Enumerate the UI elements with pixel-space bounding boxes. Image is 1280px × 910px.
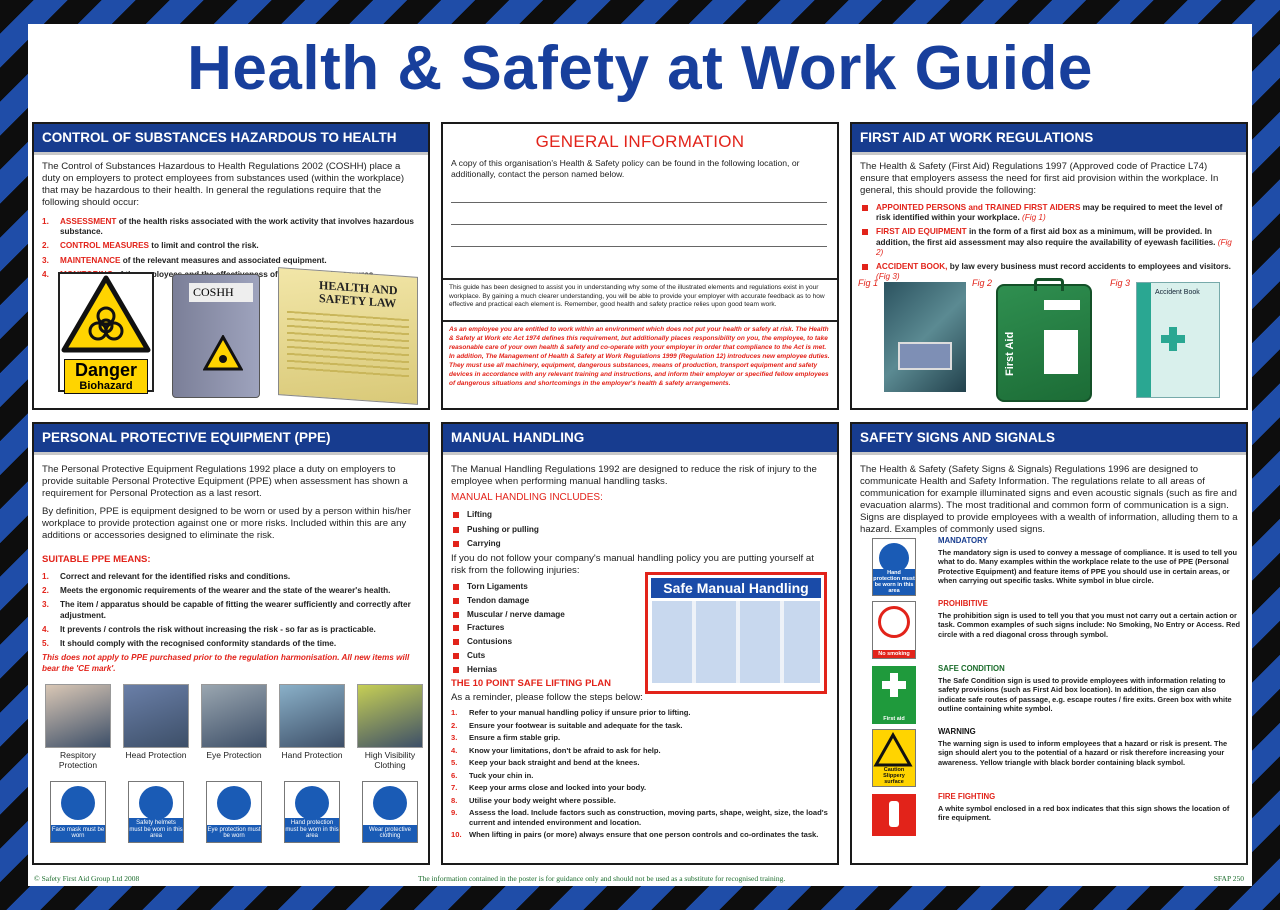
first-aid-item-fig: (Fig 2) — [876, 237, 1232, 257]
accident-book-label: Accident Book — [1155, 289, 1200, 296]
general-info-panel — [441, 122, 839, 410]
manual-includes-heading: MANUAL HANDLING INCLUDES: — [451, 491, 603, 503]
manual-includes-item: Pushing or pulling — [451, 525, 829, 535]
lifting-plan-reminder: As a reminder, please follow the steps below: — [451, 692, 643, 704]
lifting-step: Ensure your footwear is suitable and adequate for the task. — [469, 720, 683, 730]
mandatory-sign-label: Wear protective clothing — [363, 825, 417, 842]
policy-location-line-2[interactable] — [451, 223, 827, 225]
safety-sign-title: MANDATORY — [938, 536, 988, 545]
first-aid-intro: The Health & Safety (First Aid) Regulations 1997 (Approved code of Practice L74) ensure that employers assess the need for first aid provision within the workplace. In general, this should provide the following: — [860, 161, 1219, 196]
coshh-intro: The Control of Substances Hazardous to Health Regulations 2002 (COSHH) place a duty on employers to protect employees from substances used (within the workplace) that may be hazardous to their health. In general the regulations require that the following should occur: — [42, 161, 405, 208]
lifting-step: Keep your back straight and bend at the knees. — [469, 758, 640, 768]
injury-item: Fractures — [451, 623, 631, 633]
lifting-step: Tuck your chin in. — [469, 770, 534, 780]
ppe-photo — [357, 684, 423, 748]
ppe-item — [200, 684, 268, 843]
lifting-step: Ensure a firm stable grip. — [469, 733, 561, 743]
ppe-note: This does not apply to PPE purchased prior to the regulation harmonisation. All new items will bear the 'CE mark'. — [42, 653, 410, 673]
safety-sign-yellow-icon — [872, 729, 916, 787]
safety-sign-text: The mandatory sign is used to convey a message of compliance. It is used to tell you what to do. Many examples within the workplace relate to the use of PPE (Personal Protective Equipment) and feature items of PPE you should use in certain areas, or when carrying out specific tasks. White symbol in blue circle. — [938, 548, 1237, 586]
safety-sign-row — [872, 536, 1242, 598]
mandatory-sign — [284, 781, 340, 843]
coshh-item-key: MAINTENANCE — [60, 255, 121, 265]
manual-mid-text: If you do not follow your company's manual handling policy you are putting yourself at risk from the following injuries: — [451, 553, 814, 577]
ppe-list-item: The item / apparatus should be capable of fitting the wearer sufficiently and correctly after adjustment. — [60, 600, 411, 620]
footer-code: SFAP 250 — [1213, 874, 1244, 883]
safety-sign-text: The prohibition sign is used to tell you that you must not carry out a certain action or task. Common examples of such signs include: No Smoking, No Entry or Access. Red circle with a red diagonal cross through symbol. — [938, 611, 1240, 639]
ppe-item — [122, 684, 190, 843]
coshh-item-key: CONTROL MEASURES — [60, 241, 150, 251]
coshh-list-item — [42, 217, 420, 238]
first-aid-heading: FIRST AID AT WORK REGULATIONS — [852, 124, 1246, 155]
safety-sign-row — [872, 792, 1242, 838]
general-info-intro: A copy of this organisation's Health & Safety policy can be found in the following location, or additionally, contact the person named below. — [451, 158, 800, 179]
poster-sheet — [28, 24, 1252, 886]
lifting-step: Know your limitations, don't be afraid to ask for help. — [469, 745, 661, 755]
coshh-binder-label: COSHH — [189, 283, 253, 302]
mandatory-circle-icon — [295, 786, 329, 820]
safety-sign-green-icon — [872, 666, 916, 724]
danger-label: Danger — [74, 360, 137, 380]
safety-sign-text: A white symbol enclosed in a red box indicates that this sign shows the location of fire equipment. — [938, 804, 1230, 823]
mandatory-circle-icon — [217, 786, 251, 820]
coshh-item-key: ASSESSMENT — [60, 216, 117, 226]
lifting-step: Refer to your manual handling policy if unsure prior to lifting. — [469, 708, 691, 718]
injuries-list — [451, 582, 631, 675]
manual-includes-list — [451, 510, 829, 549]
policy-location-line-1[interactable] — [451, 201, 827, 203]
first-aider-photo — [884, 282, 966, 392]
mandatory-sign — [206, 781, 262, 843]
coshh-list — [42, 217, 420, 280]
law-poster-label: HEALTH AND SAFETY LAW — [319, 277, 398, 311]
mandatory-sign-label: Eye protection must be worn — [207, 825, 261, 842]
safety-sign-label: Caution Slippery surface — [883, 766, 905, 785]
coshh-item-text: of the health risks associated with the work activity that involves hazardous substance. — [60, 216, 414, 237]
injury-item: Torn Ligaments — [451, 582, 631, 592]
first-aid-list-item — [860, 203, 1238, 224]
ppe-photo — [45, 684, 111, 748]
safety-sign-label: No smoking — [873, 650, 915, 658]
hazard-triangle-icon — [203, 335, 243, 371]
safety-sign-fire-icon — [872, 794, 916, 836]
manual-handling-heading: MANUAL HANDLING — [443, 424, 837, 455]
safety-signs-intro: The Health & Safety (Safety Signs & Signals) Regulations 1996 are designed to communicate Health and Safety Information. The regulations relate to all areas of communication for example illuminated signs and even acoustic signals (such as fire and evacuation alarms). The most traditional and common form of communication is a sign. Signs are displayed to provide employees with a wealth of information, alluding them to a hazard. Examples of commonly used signs. — [860, 464, 1238, 535]
safety-sign-label: Hand protection must be worn in this area — [873, 569, 915, 594]
lifting-step: Keep your arms close and locked into your body. — [469, 783, 647, 793]
mandatory-sign — [362, 781, 418, 843]
employee-duty-text: As an employee you are entitled to work within an environment which does not put your health or safety at risk. The Health & Safety at Work etc Act 1974 defines this requirement, but additionally places responsibility on you, the employee, to take reasonable care of your own health & safety and co-operate with your employer in order that compliance to the Act is met. In addition, The Management of Health & Safety at Work Regulations 1999 (Regulation 12) introduces new employee duties. They must use all machinery, equipment, dangerous substances, means of production, transport equipment and safety devices in accordance with any relevant training and instructions, and inform their employer or specified fellow employees of dangerous situations and shortcomings in the employer's health & safety arrangements. — [449, 326, 830, 387]
page-title: Health & Safety at Work Guide — [187, 34, 1093, 103]
safety-sign-title: WARNING — [938, 727, 976, 736]
ppe-caption: Hand Protection — [281, 750, 343, 760]
lifting-step: Utilise your body weight where possible. — [469, 795, 616, 805]
first-aid-item-key: ACCIDENT BOOK, — [876, 262, 948, 272]
safety-sign-red-icon — [872, 601, 916, 659]
mandatory-sign-label: Face mask must be worn — [51, 825, 105, 842]
safety-sign-row — [872, 599, 1242, 663]
manual-intro: The Manual Handling Regulations 1992 are designed to reduce the risk of injury to the employee when performing manual handling tasks. — [451, 464, 817, 487]
ppe-caption: Respitory Protection — [58, 750, 98, 770]
mandatory-sign — [50, 781, 106, 843]
health-safety-law-poster-image — [278, 267, 418, 405]
injury-item: Hernias — [451, 665, 631, 675]
safety-sign-text: The warning sign is used to inform employees that a hazard or risk is present. The sign should alert you to the potential of a hazard or risk therefore increasing your awareness. Yellow triangle with black border containing black symbol. — [938, 739, 1228, 767]
ppe-photo — [279, 684, 345, 748]
safety-signs-heading: SAFETY SIGNS AND SIGNALS — [852, 424, 1246, 455]
ppe-paragraph-2: By definition, PPE is equipment designed to be worn or used by a person within his/her workplace to provide protection against one or more risks. Included within this are any additions or accessories designed to eliminate the risk. — [42, 505, 412, 541]
first-aid-item-fig: (Fig 3) — [876, 272, 900, 282]
ppe-list-item: It prevents / controls the risk without increasing the risk - so far as is practicable. — [60, 624, 376, 634]
coshh-panel — [32, 122, 430, 410]
mandatory-circle-icon — [139, 786, 173, 820]
injury-item: Contusions — [451, 637, 631, 647]
fig2-label: Fig 2 — [972, 278, 993, 288]
first-aid-item-key: FIRST AID EQUIPMENT — [876, 227, 967, 237]
coshh-heading: CONTROL OF SUBSTANCES HAZARDOUS TO HEALTH — [34, 124, 428, 155]
ppe-subheading: SUITABLE PPE MEANS: — [42, 553, 151, 565]
ppe-item — [278, 684, 346, 843]
ppe-item — [44, 684, 112, 843]
mandatory-circle-icon — [373, 786, 407, 820]
safety-signs-panel — [850, 422, 1248, 865]
first-aid-panel — [850, 122, 1248, 410]
ppe-list — [42, 572, 420, 650]
lifting-step: When lifting in pairs (or more) always ensure that one person controls and co-ordinates the task. — [469, 830, 819, 840]
first-aid-item-text: may be required to meet the level of risk identified within your workplace. — [876, 202, 1223, 223]
injury-item: Cuts — [451, 651, 631, 661]
mandatory-circle-icon — [61, 786, 95, 820]
fig3-label: Fig 3 — [1110, 278, 1131, 288]
ppe-heading: PERSONAL PROTECTIVE EQUIPMENT (PPE) — [34, 424, 428, 455]
general-info-heading: GENERAL INFORMATION — [535, 132, 745, 151]
general-info-note: This guide has been designed to assist you in understanding why some of the illustrated elements and regulations exist in your workplace. By gaining a much clearer understanding, you will be able to provide your employer with accurate feedback as to how effective and practical each element is. Remember, good health and safety practice relies upon good team work. — [449, 284, 825, 309]
ppe-caption: Eye Protection — [206, 750, 262, 760]
ppe-caption: Head Protection — [125, 750, 187, 760]
ppe-paragraph-1: The Personal Protective Equipment Regulations 1992 place a duty on employers to provide suitable Personal Protective Equipment (PPE) when assessment has shown a requirement for Personal Protection as a last resort. — [42, 464, 408, 499]
manual-includes-item: Lifting — [451, 510, 829, 520]
safety-sign-title: PROHIBITIVE — [938, 599, 988, 608]
danger-biohazard-sign — [58, 272, 154, 392]
coshh-item-text: employees of — [139, 269, 278, 279]
first-aid-box-label: First Aid — [1004, 331, 1016, 376]
first-aid-item-text: in the form of a first aid box as a minimum, will be provided. In addition, the first aid assessment may also require the availability of eyewash facilities. — [876, 227, 1218, 247]
safety-sign-title: SAFE CONDITION — [938, 664, 1005, 673]
safety-sign-label: First aid — [883, 715, 905, 722]
safety-sign-text: The Safe Condition sign is used to provide employees with information relating to safety provisions (such as First Aid box location). In addition, the sign can also indicate safe routes of passage, e.g. escape routes / fire exits. Green box with white outline containing white symbol. — [938, 676, 1232, 714]
ppe-caption: High Visibility Clothing — [364, 750, 416, 770]
mandatory-sign-label: Safety helmets must be worn in this area — [129, 818, 183, 842]
ppe-photo — [123, 684, 189, 748]
biohazard-triangle-icon — [60, 274, 152, 354]
ppe-list-item: It should comply with the recognised conformity standards of the time. — [60, 639, 337, 649]
safe-manual-handling-poster-image — [645, 572, 827, 694]
ppe-item — [356, 684, 424, 843]
first-aid-list-item — [860, 227, 1238, 258]
safe-handling-poster-title: Safe Manual Handling — [651, 578, 821, 598]
footer-disclaimer: The information contained in the poster is for guidance only and should not be used as a substitute for recognised training. — [418, 874, 786, 883]
ppe-list-item: Correct and relevant for the identified risks and conditions. — [60, 571, 291, 581]
safety-sign-title: FIRE FIGHTING — [938, 792, 996, 801]
manual-includes-item: Carrying — [451, 539, 829, 549]
ppe-panel — [32, 422, 430, 865]
first-aid-item-fig: (Fig 1) — [1022, 213, 1046, 223]
coshh-item-text: of the relevant measures and associated equipment. — [120, 255, 327, 265]
first-aid-box-image — [996, 284, 1092, 402]
ppe-list-item: Meets the ergonomic requirements of the wearer and the state of the wearer's health. — [60, 586, 391, 596]
injury-item: Muscular / nerve damage — [451, 610, 631, 620]
fig1-label: Fig 1 — [858, 278, 879, 288]
coshh-list-item — [42, 241, 420, 251]
ppe-photo — [201, 684, 267, 748]
lifting-plan-heading: THE 10 POINT SAFE LIFTING PLAN — [451, 678, 611, 690]
coshh-binder-image — [172, 274, 260, 398]
first-aid-item-text: by law every business must record accidents to employees and visitors. — [947, 262, 1231, 272]
safety-sign-row — [872, 664, 1242, 726]
lifting-steps-list — [451, 708, 829, 839]
policy-location-line-3[interactable] — [451, 245, 827, 247]
first-aid-item-key: APPOINTED PERSONS and TRAINED FIRST AIDERS — [876, 202, 1081, 212]
mandatory-sign — [128, 781, 184, 843]
manual-handling-panel — [441, 422, 839, 865]
first-aid-list — [860, 203, 1238, 283]
ppe-images-row — [44, 684, 424, 843]
safety-sign-row — [872, 727, 1242, 791]
footer-copyright: © Safety First Aid Group Ltd 2008 — [34, 874, 140, 883]
coshh-item-text: to limit and control the risk. — [149, 241, 259, 251]
signs-list — [872, 536, 1242, 839]
accident-book-image — [1136, 282, 1220, 398]
mandatory-sign-label: Hand protection must be worn in this area — [285, 818, 339, 842]
injury-item: Tendon damage — [451, 596, 631, 606]
lifting-step: Assess the load. Include factors such as construction, moving parts, shape, weight, size, the load's current and intended environment and location. — [469, 808, 828, 827]
danger-sub-label: Biohazard — [79, 380, 133, 392]
safety-sign-blue-icon — [872, 538, 916, 596]
coshh-list-item — [42, 256, 420, 266]
